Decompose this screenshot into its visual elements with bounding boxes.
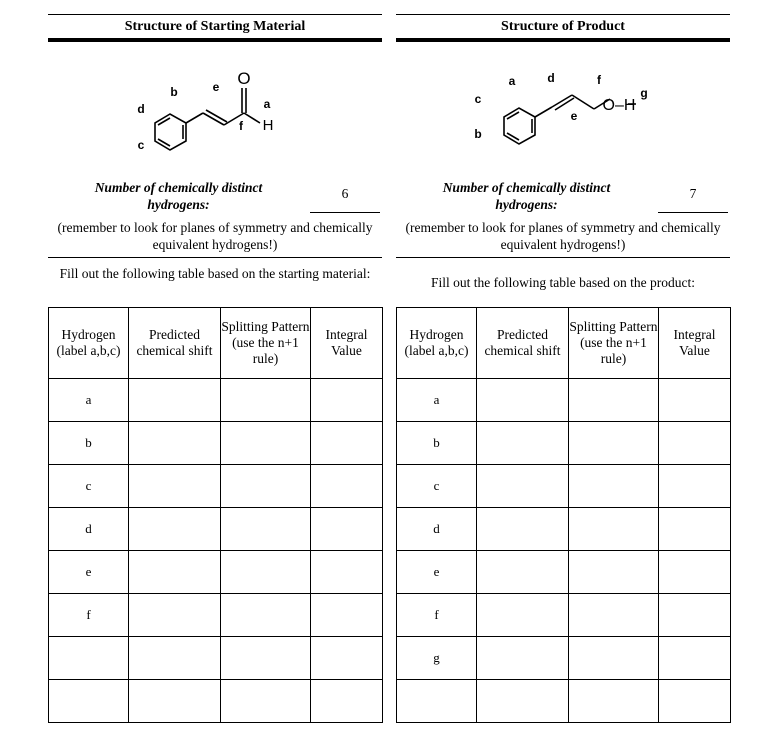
product-header [396, 14, 730, 37]
divider [48, 257, 382, 258]
shift-cell[interactable] [477, 379, 569, 422]
table-row [49, 508, 383, 551]
table-row [49, 637, 383, 680]
integral-cell[interactable] [311, 465, 383, 508]
starting-material-header [48, 14, 382, 37]
splitting-cell[interactable] [569, 379, 659, 422]
table-row [397, 680, 731, 723]
count-label: Number of chemically distinct hydrogens: [442, 180, 611, 212]
label-a: a [508, 74, 516, 88]
table-row [49, 594, 383, 637]
splitting-cell[interactable] [569, 594, 659, 637]
table-row [397, 508, 731, 551]
product-table [396, 307, 731, 723]
label-b: b [170, 85, 178, 99]
instruction-text: Fill out the following table based on the product: [431, 275, 695, 290]
hydrogen-label [49, 637, 129, 680]
integral-cell[interactable] [311, 379, 383, 422]
shift-cell[interactable] [129, 594, 221, 637]
label-c: c [137, 138, 145, 152]
shift-cell[interactable] [477, 594, 569, 637]
integral-cell[interactable] [659, 551, 731, 594]
integral-cell[interactable] [659, 594, 731, 637]
splitting-cell[interactable] [569, 508, 659, 551]
hydrogen-label: g [397, 637, 477, 680]
hydrogen-label [49, 680, 129, 723]
table-row [397, 465, 731, 508]
table-row [397, 637, 731, 680]
table-row [49, 551, 383, 594]
product-title: Structure of Product [501, 19, 625, 34]
label-g: g [640, 86, 648, 100]
integral-cell[interactable] [311, 422, 383, 465]
splitting-cell[interactable] [569, 422, 659, 465]
integral-cell[interactable] [311, 508, 383, 551]
divider [396, 257, 730, 258]
splitting-cell[interactable] [569, 551, 659, 594]
hydrogen-label: c [49, 465, 129, 508]
label-d: d [547, 71, 555, 85]
table-row [397, 551, 731, 594]
bond-ring-alkene [186, 113, 203, 123]
hydrogen-atom: H [262, 117, 274, 134]
column-header-splitting: Splitting Pattern (use the n+1 rule) [221, 308, 311, 379]
hydrogen-label: c [397, 465, 477, 508]
reminder-text: (remember to look for planes of symmetry and chemically equivalent hydrogens!) [57, 220, 373, 252]
shift-cell[interactable] [477, 680, 569, 723]
table-header-row [49, 308, 383, 379]
table-row [49, 465, 383, 508]
header-bar [396, 38, 730, 42]
hydrogen-label: d [397, 508, 477, 551]
shift-cell[interactable] [477, 637, 569, 680]
count-value: 7 [689, 186, 697, 201]
bond-ring-alkene [535, 107, 552, 117]
product-panel [396, 0, 730, 730]
shift-cell[interactable] [477, 422, 569, 465]
splitting-cell[interactable] [221, 379, 311, 422]
splitting-cell[interactable] [221, 465, 311, 508]
column-header-splitting: Splitting Pattern (use the n+1 rule) [569, 308, 659, 379]
hydrogen-label: f [397, 594, 477, 637]
splitting-cell[interactable] [569, 680, 659, 723]
integral-cell[interactable] [311, 680, 383, 723]
oxygen-atom: O [237, 69, 251, 88]
label-b: b [474, 127, 482, 141]
splitting-cell[interactable] [221, 551, 311, 594]
table-row [49, 379, 383, 422]
hydrogen-label [397, 680, 477, 723]
splitting-cell[interactable] [221, 422, 311, 465]
integral-cell[interactable] [659, 379, 731, 422]
shift-cell[interactable] [129, 637, 221, 680]
benzene-ring [504, 108, 535, 144]
starting-material-panel [48, 0, 382, 730]
table-row [397, 379, 731, 422]
count-label: Number of chemically distinct hydrogens: [94, 180, 263, 212]
hydrogen-label: b [49, 422, 129, 465]
table-row [49, 680, 383, 723]
hydrogen-label: e [397, 551, 477, 594]
integral-cell[interactable] [659, 465, 731, 508]
integral-cell[interactable] [659, 637, 731, 680]
table-header-row [397, 308, 731, 379]
reminder-text: (remember to look for planes of symmetry and chemically equivalent hydrogens!) [405, 220, 721, 252]
splitting-cell[interactable] [221, 594, 311, 637]
shift-cell[interactable] [477, 465, 569, 508]
column-header-hydrogen: Hydrogen (label a,b,c) [49, 308, 129, 379]
hydrogen-label: e [49, 551, 129, 594]
shift-cell[interactable] [129, 422, 221, 465]
column-header-shift: Predicted chemical shift [129, 308, 221, 379]
label-f: f [597, 73, 601, 87]
table-row [397, 422, 731, 465]
table-row [397, 594, 731, 637]
splitting-cell[interactable] [221, 508, 311, 551]
hydroxyl-group: O–H [602, 97, 636, 114]
shift-cell[interactable] [129, 379, 221, 422]
hydrogen-label: d [49, 508, 129, 551]
integral-cell[interactable] [311, 637, 383, 680]
shift-cell[interactable] [129, 551, 221, 594]
label-e: e [570, 109, 578, 123]
label-c: c [474, 92, 482, 106]
hydrogen-label: b [397, 422, 477, 465]
column-header-integral: Integral Value [659, 308, 731, 379]
count-value: 6 [341, 186, 349, 201]
integral-cell[interactable] [311, 551, 383, 594]
shift-cell[interactable] [477, 551, 569, 594]
label-a: a [263, 97, 271, 111]
hydrogen-label: f [49, 594, 129, 637]
hydrogen-label: a [49, 379, 129, 422]
splitting-cell[interactable] [221, 637, 311, 680]
label-e: e [212, 80, 220, 94]
label-d: d [137, 102, 145, 116]
integral-cell[interactable] [659, 422, 731, 465]
column-header-hydrogen: Hydrogen (label a,b,c) [397, 308, 477, 379]
starting-material-title: Structure of Starting Material [124, 19, 306, 34]
starting-material-structure [48, 50, 382, 170]
integral-cell[interactable] [659, 680, 731, 723]
hydrogen-label: a [397, 379, 477, 422]
integral-cell[interactable] [659, 508, 731, 551]
splitting-cell[interactable] [221, 680, 311, 723]
count-answer-line [310, 212, 380, 213]
starting-material-table [48, 307, 383, 723]
product-structure [396, 50, 730, 170]
splitting-cell[interactable] [569, 465, 659, 508]
shift-cell[interactable] [129, 508, 221, 551]
instruction-text: Fill out the following table based on the starting material: [59, 266, 371, 281]
shift-cell[interactable] [477, 508, 569, 551]
count-answer-line [658, 212, 728, 213]
benzene-ring [155, 114, 186, 150]
integral-cell[interactable] [311, 594, 383, 637]
splitting-cell[interactable] [569, 637, 659, 680]
header-bar [48, 38, 382, 42]
column-header-integral: Integral Value [311, 308, 383, 379]
shift-cell[interactable] [129, 465, 221, 508]
shift-cell[interactable] [129, 680, 221, 723]
label-f: f [239, 119, 243, 133]
table-row [49, 422, 383, 465]
column-header-shift: Predicted chemical shift [477, 308, 569, 379]
